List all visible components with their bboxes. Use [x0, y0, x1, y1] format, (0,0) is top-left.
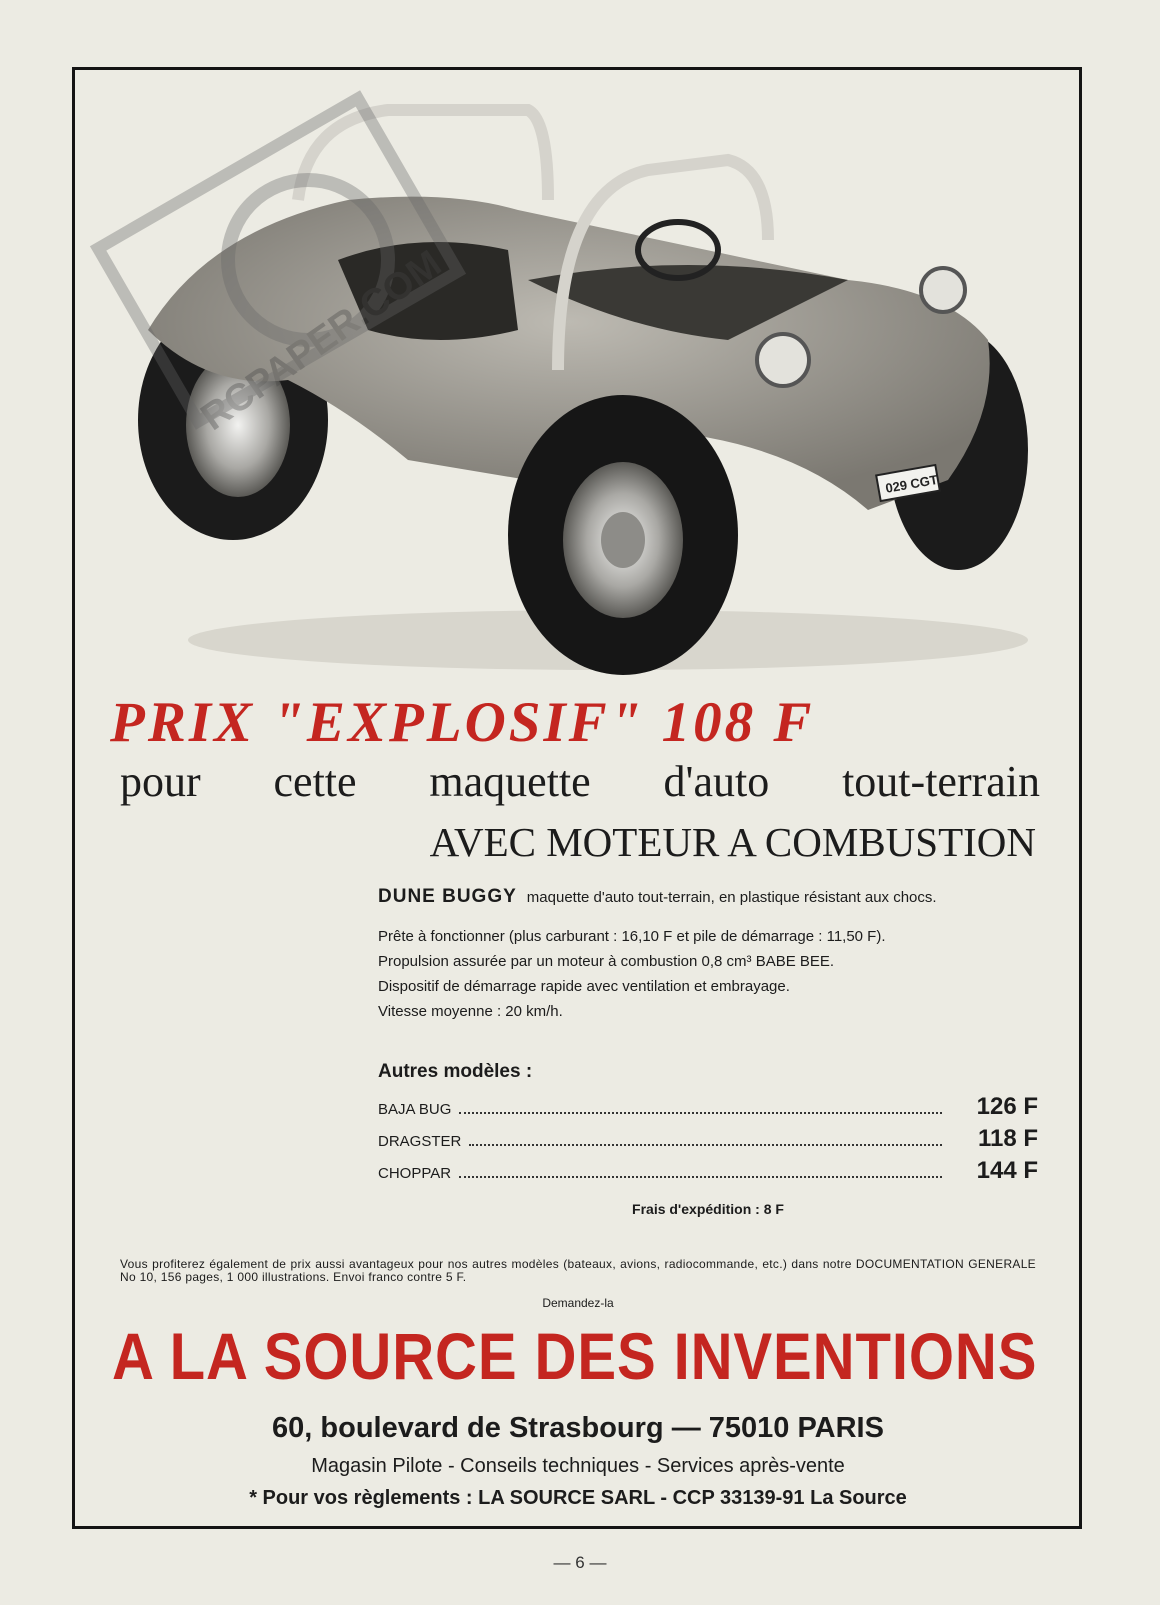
detail-line: Dispositif de démarrage rapide avec ventilation et embrayage. — [378, 978, 790, 995]
model-name: BAJA BUG — [378, 1101, 452, 1118]
subtitle: pour cette maquette d'auto tout-terrain — [120, 757, 1040, 806]
detail-line: Prête à fonctionner (plus carburant : 16,10 F et pile de démarrage : 11,50 F). — [378, 928, 886, 945]
product-description: maquette d'auto tout-terrain, en plastique résistant aux chocs. — [526, 889, 937, 906]
headline: PRIX "EXPLOSIF" 108 F — [110, 691, 815, 754]
model-name: DRAGSTER — [378, 1133, 462, 1150]
model-row — [378, 1125, 1038, 1157]
model-row — [378, 1157, 1038, 1189]
detail-line: Propulsion assurée par un moteur à combustion 0,8 cm³ BABE BEE. — [378, 953, 835, 970]
store-address: 60, boulevard de Strasbourg — 75010 PARIS — [272, 1412, 884, 1444]
request-note: Demandez-la — [542, 1296, 614, 1310]
page-number: — 6 — — [553, 1553, 607, 1572]
leader-dots — [459, 1164, 942, 1178]
subtitle-engine: AVEC MOTEUR A COMBUSTION — [429, 819, 1036, 865]
license-plate-text: 029 CGT — [884, 471, 939, 496]
model-price: 144 F — [976, 1157, 1038, 1184]
svg-text:RCPAPER.COM: RCPAPER.COM — [193, 242, 449, 439]
models-list — [378, 1093, 1038, 1189]
small-print: Vous profiterez également de prix aussi avantageux pour nos autres modèles (bateaux, avions, radiocommande, etc.) dans notre DOCUMENTATION GENERALE No 10, 156 pages, 1 000 illustrations. Envoi franco contre 5 F. — [120, 1257, 1036, 1284]
leader-dots — [469, 1132, 942, 1146]
model-row — [378, 1093, 1038, 1125]
payment-info: * Pour vos règlements : LA SOURCE SARL - CCP 33139-91 La Source — [249, 1487, 907, 1509]
leader-dots — [459, 1100, 942, 1114]
product-details — [378, 924, 1038, 1024]
detail-line: Vitesse moyenne : 20 km/h. — [378, 1003, 563, 1020]
store-name: A LA SOURCE DES INVENTIONS — [112, 1319, 1038, 1393]
other-models-title: Autres modèles : — [378, 1061, 533, 1082]
model-name: CHOPPAR — [378, 1165, 452, 1182]
store-services: Magasin Pilote - Conseils techniques - Services après-vente — [311, 1455, 845, 1477]
product-heading — [378, 886, 1038, 908]
model-price: 126 F — [976, 1093, 1038, 1120]
shipping-cost: Frais d'expédition : 8 F — [632, 1201, 784, 1217]
model-price: 118 F — [977, 1125, 1038, 1152]
product-name: DUNE BUGGY — [378, 886, 517, 907]
dune-buggy-photo — [88, 80, 1058, 685]
